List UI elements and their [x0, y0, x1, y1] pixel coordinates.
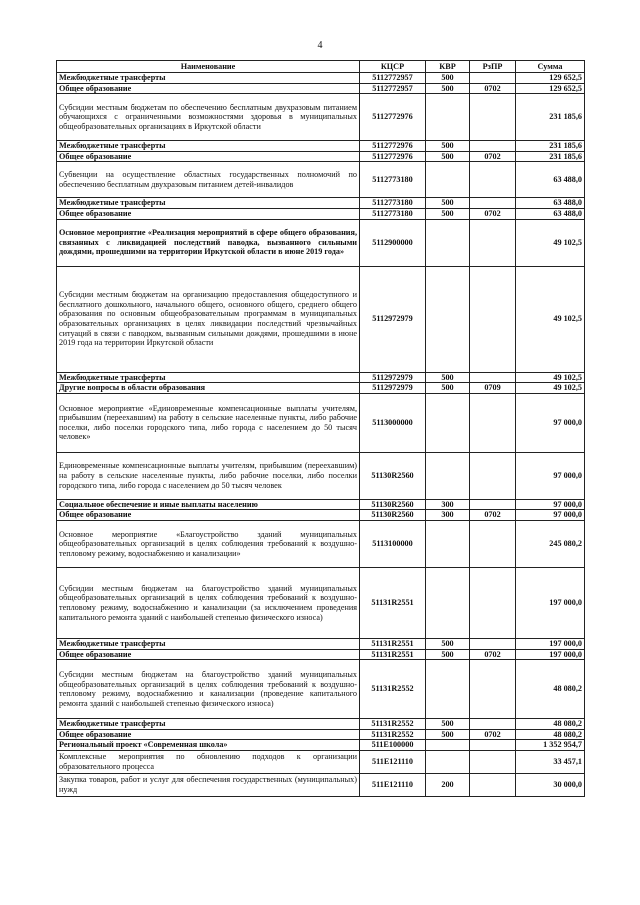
table-row: [57, 208, 585, 219]
sum-cell: 129 652,5: [516, 73, 585, 84]
sum-cell: 63 488,0: [516, 208, 585, 219]
table-row: [57, 141, 585, 152]
kvr-cell: [426, 740, 470, 751]
name-cell: Общее образование: [57, 151, 360, 162]
rzpr-cell: 0702: [470, 729, 516, 740]
table-row: [57, 219, 585, 266]
kcsr-cell: 51130R2560: [360, 499, 426, 510]
name-cell: Межбюджетные трансферты: [57, 638, 360, 649]
header-kcsr: КЦСР: [360, 61, 426, 73]
kcsr-cell: 5112773180: [360, 198, 426, 209]
rzpr-cell: [470, 773, 516, 796]
kvr-cell: [426, 162, 470, 198]
kvr-cell: [426, 520, 470, 567]
kcsr-cell: 511E121110: [360, 773, 426, 796]
kvr-cell: 500: [426, 141, 470, 152]
table-row: [57, 773, 585, 796]
rzpr-cell: [470, 94, 516, 141]
kcsr-cell: 511E100000: [360, 740, 426, 751]
kcsr-cell: 5112772976: [360, 151, 426, 162]
rzpr-cell: [470, 499, 516, 510]
sum-cell: 97 000,0: [516, 452, 585, 499]
sum-cell: 33 457,1: [516, 750, 585, 773]
kvr-cell: [426, 266, 470, 372]
name-cell: Основное мероприятие «Единовременные компенсационные выплаты учителям, прибывшим (переехавшим) на работу в сельские населенные пункты, либо рабочие поселки, либо поселки городского типа, либо города с населением до 50 тысяч человек»: [57, 393, 360, 452]
kvr-cell: [426, 94, 470, 141]
sum-cell: 197 000,0: [516, 638, 585, 649]
kcsr-cell: 5112972979: [360, 383, 426, 394]
page-number: 4: [317, 40, 323, 51]
table-row: [57, 383, 585, 394]
header-rzpr: РзПР: [470, 61, 516, 73]
table-row: [57, 740, 585, 751]
table-row: [57, 520, 585, 567]
rzpr-cell: [470, 372, 516, 383]
kvr-cell: [426, 660, 470, 719]
name-cell: Другие вопросы в области образования: [57, 383, 360, 394]
kvr-cell: [426, 452, 470, 499]
kcsr-cell: 51131R2552: [360, 719, 426, 730]
rzpr-cell: 0702: [470, 208, 516, 219]
budget-table: [56, 60, 585, 797]
kvr-cell: 500: [426, 383, 470, 394]
table-row: [57, 372, 585, 383]
name-cell: Основное мероприятие «Благоустройство зданий муниципальных общеобразовательных организаций в целях соблюдения требований к воздушно-тепловому режиму, водоснабжению и канализации»: [57, 520, 360, 567]
sum-cell: 63 488,0: [516, 162, 585, 198]
kvr-cell: 500: [426, 73, 470, 84]
name-cell: Субсидии местным бюджетам на благоустройство зданий муниципальных общеобразовательных организаций в целях соблюдения требований к воздушно-тепловому режиму, водоснабжению и канализации (за исключением проведения капитального ремонта зданий с наибольшей степенью физического износа): [57, 567, 360, 638]
name-cell: Межбюджетные трансферты: [57, 198, 360, 209]
table-row: [57, 660, 585, 719]
rzpr-cell: [470, 719, 516, 730]
kcsr-cell: 51131R2552: [360, 729, 426, 740]
name-cell: Межбюджетные трансферты: [57, 372, 360, 383]
sum-cell: 97 000,0: [516, 499, 585, 510]
sum-cell: 1 352 954,7: [516, 740, 585, 751]
sum-cell: 231 185,6: [516, 141, 585, 152]
kcsr-cell: 5112772957: [360, 73, 426, 84]
kcsr-cell: 51130R2560: [360, 452, 426, 499]
kvr-cell: 500: [426, 638, 470, 649]
kvr-cell: 500: [426, 729, 470, 740]
name-cell: Субсидии местным бюджетам на организацию предоставления общедоступного и бесплатного дошкольного, начального общего, основного общего, среднего общего образования по основным общеобразовательным программам в муниципальных образовательных организациях в целях ликвидации последствий чрезвычайных ситуаций в связи с паводком, вызванным сильными дождями, прошедшими в июне 2019 года на территории Иркутской области: [57, 266, 360, 372]
kvr-cell: [426, 393, 470, 452]
kcsr-cell: 5112900000: [360, 219, 426, 266]
sum-cell: 49 102,5: [516, 219, 585, 266]
table-row: [57, 649, 585, 660]
rzpr-cell: [470, 452, 516, 499]
kcsr-cell: 5113000000: [360, 393, 426, 452]
rzpr-cell: [470, 141, 516, 152]
table-header-row: [57, 61, 585, 73]
name-cell: Субсидии местным бюджетам на благоустройство зданий муниципальных общеобразовательных организаций в целях соблюдения требований к воздушно-тепловому режиму, водоснабжению и канализации (проведение капитального ремонта зданий с наибольшей степенью физического износа): [57, 660, 360, 719]
kvr-cell: 500: [426, 151, 470, 162]
kcsr-cell: 5112772976: [360, 94, 426, 141]
kvr-cell: [426, 219, 470, 266]
kcsr-cell: 511E121110: [360, 750, 426, 773]
kvr-cell: [426, 750, 470, 773]
header-name: Наименование: [57, 61, 360, 73]
name-cell: Общее образование: [57, 83, 360, 94]
kcsr-cell: 51131R2551: [360, 638, 426, 649]
table-row: [57, 638, 585, 649]
kvr-cell: [426, 567, 470, 638]
name-cell: Социальное обеспечение и иные выплаты населению: [57, 499, 360, 510]
kcsr-cell: 5112772957: [360, 83, 426, 94]
sum-cell: 49 102,5: [516, 372, 585, 383]
sum-cell: 48 080,2: [516, 729, 585, 740]
name-cell: Общее образование: [57, 649, 360, 660]
kvr-cell: 500: [426, 372, 470, 383]
kvr-cell: 200: [426, 773, 470, 796]
sum-cell: 48 080,2: [516, 719, 585, 730]
rzpr-cell: [470, 266, 516, 372]
name-cell: Комплексные мероприятия по обновлению подходов к организации образовательного процесса: [57, 750, 360, 773]
kvr-cell: 300: [426, 510, 470, 521]
kvr-cell: 500: [426, 208, 470, 219]
kcsr-cell: 5112972979: [360, 372, 426, 383]
sum-cell: 231 185,6: [516, 151, 585, 162]
rzpr-cell: [470, 567, 516, 638]
kvr-cell: 500: [426, 719, 470, 730]
kcsr-cell: 51131R2552: [360, 660, 426, 719]
name-cell: Субвенции на осуществление областных государственных полномочий по обеспечению бесплатным двухразовым питанием детей-инвалидов: [57, 162, 360, 198]
rzpr-cell: [470, 520, 516, 567]
sum-cell: 48 080,2: [516, 660, 585, 719]
rzpr-cell: 0702: [470, 151, 516, 162]
sum-cell: 97 000,0: [516, 393, 585, 452]
table-row: [57, 266, 585, 372]
sum-cell: 245 080,2: [516, 520, 585, 567]
table-row: [57, 73, 585, 84]
sum-cell: 231 185,6: [516, 94, 585, 141]
table-row: [57, 729, 585, 740]
table-row: [57, 162, 585, 198]
rzpr-cell: 0702: [470, 510, 516, 521]
name-cell: Основное мероприятие «Реализация мероприятий в сфере общего образования, связанных с ликвидацией последствий паводка, вызванного сильными дождями, прошедшими на территории Иркутской области в июне 2019 года»: [57, 219, 360, 266]
table-row: [57, 719, 585, 730]
kvr-cell: 500: [426, 198, 470, 209]
rzpr-cell: [470, 750, 516, 773]
rzpr-cell: [470, 162, 516, 198]
name-cell: Межбюджетные трансферты: [57, 141, 360, 152]
sum-cell: 30 000,0: [516, 773, 585, 796]
name-cell: Региональный проект «Современная школа»: [57, 740, 360, 751]
rzpr-cell: [470, 660, 516, 719]
table-row: [57, 567, 585, 638]
table-row: [57, 198, 585, 209]
kcsr-cell: 5112773180: [360, 208, 426, 219]
rzpr-cell: [470, 219, 516, 266]
sum-cell: 49 102,5: [516, 383, 585, 394]
rzpr-cell: [470, 198, 516, 209]
name-cell: Межбюджетные трансферты: [57, 719, 360, 730]
kvr-cell: 500: [426, 649, 470, 660]
rzpr-cell: 0702: [470, 83, 516, 94]
name-cell: Субсидии местным бюджетам по обеспечению бесплатным двухразовым питанием обучающихся с ограниченными возможностями здоровья в муниципальных общеобразовательных организациях в Иркутской области: [57, 94, 360, 141]
rzpr-cell: 0702: [470, 649, 516, 660]
sum-cell: 129 652,5: [516, 83, 585, 94]
table-row: [57, 393, 585, 452]
kvr-cell: 500: [426, 83, 470, 94]
table-row: [57, 750, 585, 773]
table-row: [57, 151, 585, 162]
rzpr-cell: [470, 638, 516, 649]
kcsr-cell: 5112772976: [360, 141, 426, 152]
sum-cell: 197 000,0: [516, 567, 585, 638]
kvr-cell: 300: [426, 499, 470, 510]
name-cell: Общее образование: [57, 208, 360, 219]
rzpr-cell: 0709: [470, 383, 516, 394]
name-cell: Единовременные компенсационные выплаты учителям, прибывшим (переехавшим) на работу в сельские населенные пункты, либо рабочие поселки, либо поселки городского типа, либо города с населением до 50 тысяч человек: [57, 452, 360, 499]
kcsr-cell: 5113100000: [360, 520, 426, 567]
name-cell: Межбюджетные трансферты: [57, 73, 360, 84]
sum-cell: 63 488,0: [516, 198, 585, 209]
header-sum: Сумма: [516, 61, 585, 73]
table-row: [57, 499, 585, 510]
rzpr-cell: [470, 393, 516, 452]
header-kvr: КВР: [426, 61, 470, 73]
sum-cell: 97 000,0: [516, 510, 585, 521]
sum-cell: 197 000,0: [516, 649, 585, 660]
kcsr-cell: 5112773180: [360, 162, 426, 198]
kcsr-cell: 5112972979: [360, 266, 426, 372]
kcsr-cell: 51130R2560: [360, 510, 426, 521]
table-row: [57, 83, 585, 94]
table-row: [57, 452, 585, 499]
name-cell: Общее образование: [57, 510, 360, 521]
name-cell: Закупка товаров, работ и услуг для обеспечения государственных (муниципальных) нужд: [57, 773, 360, 796]
table-row: [57, 94, 585, 141]
rzpr-cell: [470, 740, 516, 751]
kcsr-cell: 51131R2551: [360, 567, 426, 638]
rzpr-cell: [470, 73, 516, 84]
name-cell: Общее образование: [57, 729, 360, 740]
kcsr-cell: 51131R2551: [360, 649, 426, 660]
table-row: [57, 510, 585, 521]
sum-cell: 49 102,5: [516, 266, 585, 372]
